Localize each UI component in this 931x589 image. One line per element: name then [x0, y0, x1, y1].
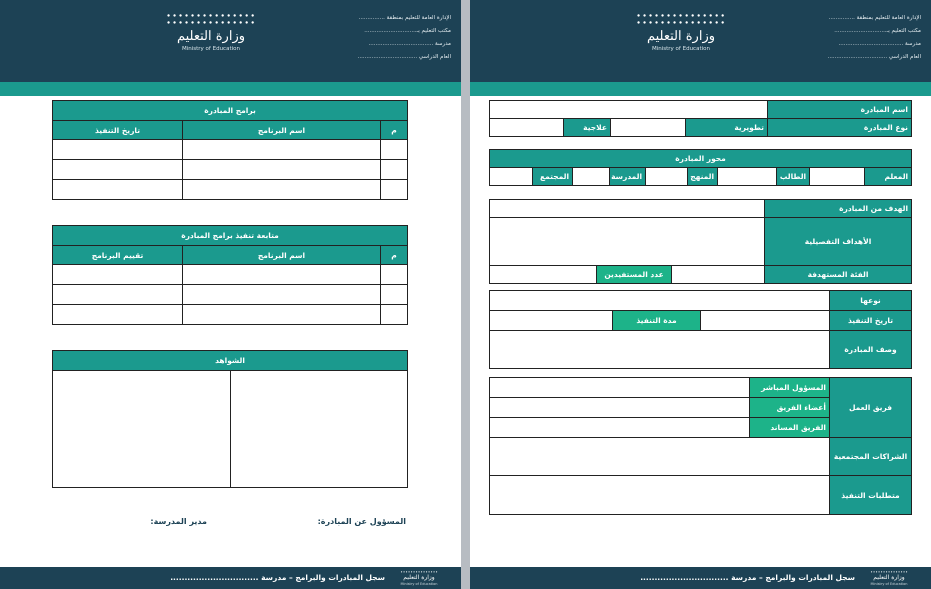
- header-fields: [781, 12, 921, 64]
- table-row: [53, 305, 408, 325]
- logo-dots-icon: ∙∙∙∙∙∙∙∙∙∙∙∙∙∙∙: [636, 18, 727, 27]
- followup-title: متابعة تنفيذ برامج المبادرة: [53, 226, 408, 246]
- header: [470, 0, 931, 82]
- exec-duration-field[interactable]: [490, 311, 613, 331]
- initiative-responsible-label: المسؤول عن المبادرة:: [317, 517, 406, 526]
- kind-field[interactable]: [490, 291, 830, 311]
- partnerships-field[interactable]: [490, 438, 830, 476]
- type-remedial-box[interactable]: [490, 119, 564, 137]
- footer-logo-dots-icon: ∙∙∙∙∙∙∙∙∙∙∙∙∙∙∙: [400, 569, 438, 574]
- footer-logo-arabic: وزارة التعليم: [873, 574, 905, 581]
- requirements-field[interactable]: [490, 476, 830, 515]
- col-program-name: اسم البرنامج: [183, 121, 381, 140]
- direct-responsible-label: المسؤول المباشر: [750, 378, 830, 398]
- type-developmental[interactable]: تطويرية: [686, 119, 768, 137]
- axis-school-box[interactable]: [573, 168, 610, 186]
- programs-table: [52, 100, 408, 200]
- school-line: مدرسة .....................................: [368, 41, 451, 47]
- logo-dots-icon: ∙∙∙∙∙∙∙∙∙∙∙∙∙∙∙: [636, 11, 727, 20]
- team-table: [489, 377, 912, 515]
- footer-logo-dots-icon: ∙∙∙∙∙∙∙∙∙∙∙∙∙∙∙: [870, 569, 908, 574]
- footer-text: سجل المبادرات والبرامج – مدرسة ...............................: [640, 573, 855, 582]
- logo-dots-icon: ∙∙∙∙∙∙∙∙∙∙∙∙∙∙∙: [166, 18, 257, 27]
- beneficiaries-field[interactable]: [490, 266, 597, 284]
- evidence-box-right[interactable]: [231, 371, 408, 488]
- footer-text: سجل المبادرات والبرامج – مدرسة ...............................: [170, 573, 385, 582]
- type-remedial[interactable]: علاجية: [564, 119, 611, 137]
- footer-logo-english: Ministry of Education: [870, 582, 908, 586]
- detailed-goals-label: الأهداف التفصيلية: [765, 218, 912, 266]
- partnerships-label: الشراكات المجتمعية: [830, 438, 912, 476]
- col-program-evaluation: تقييم البرنامج: [53, 246, 183, 265]
- axis-community-box[interactable]: [490, 168, 533, 186]
- beneficiaries-label: عدد المستفيدين: [597, 266, 672, 284]
- followup-table: [52, 225, 408, 325]
- axis-teacher-box[interactable]: [810, 168, 865, 186]
- requirements-label: متطلبات التنفيذ: [830, 476, 912, 515]
- col-number: م: [381, 246, 408, 265]
- initiative-name-label: اسم المبادرة: [768, 101, 912, 119]
- goal-label: الهدف من المبادرة: [765, 200, 912, 218]
- col-number: م: [381, 121, 408, 140]
- school-principal-label: مدير المدرسة:: [150, 517, 207, 526]
- support-team-field[interactable]: [490, 418, 750, 438]
- exec-date-field[interactable]: [701, 311, 830, 331]
- programs-title: برامج المبادرة: [53, 101, 408, 121]
- school-line: مدرسة .....................................: [838, 41, 921, 47]
- header-fields: [311, 12, 451, 64]
- initiative-type-label: نوع المبادرة: [768, 119, 912, 137]
- description-label: وصف المبادرة: [830, 331, 912, 369]
- evidence-table: [52, 350, 408, 488]
- col-program-name: اسم البرنامج: [183, 246, 381, 265]
- exec-duration-label: مدة التنفيذ: [613, 311, 701, 331]
- logo-english: Ministry of Education: [181, 46, 240, 52]
- page-left: [0, 0, 461, 589]
- axis-community: المجتمع: [533, 168, 573, 186]
- detailed-goals-field[interactable]: [490, 218, 765, 266]
- axis-student-box[interactable]: [718, 168, 777, 186]
- admin-line: الإدارة العامة للتعليم بمنطقة ...............: [828, 15, 921, 21]
- evidence-title: الشواهد: [53, 351, 408, 371]
- page-right: [470, 0, 931, 589]
- type-developmental-box[interactable]: [611, 119, 686, 137]
- axis-student: الطالب: [777, 168, 810, 186]
- target-group-label: الفئة المستهدفة: [765, 266, 912, 284]
- axis-teacher: المعلم: [865, 168, 912, 186]
- logo-arabic: وزارة التعليم: [646, 29, 716, 44]
- footer-logo-arabic: وزارة التعليم: [403, 574, 435, 581]
- footer-logo: [399, 570, 439, 586]
- team-members-label: أعضاء الفريق: [750, 398, 830, 418]
- exec-date-label: تاريخ التنفيذ: [830, 311, 912, 331]
- footer: [0, 567, 461, 589]
- year-line: العام الدراسي ..................................: [357, 54, 451, 60]
- table-row: [53, 180, 408, 200]
- footer-logo: [869, 570, 909, 586]
- col-exec-date: تاريخ التنفيذ: [53, 121, 183, 140]
- goals-table: [489, 199, 912, 284]
- initiative-name-field[interactable]: [490, 101, 768, 119]
- admin-line: الإدارة العامة للتعليم بمنطقة ...............: [358, 15, 451, 21]
- ministry-logo: [636, 12, 726, 53]
- support-team-label: الفريق المساند: [750, 418, 830, 438]
- axis-curriculum-box[interactable]: [646, 168, 688, 186]
- evidence-box-left[interactable]: [53, 371, 231, 488]
- target-group-field[interactable]: [672, 266, 765, 284]
- goal-field[interactable]: [490, 200, 765, 218]
- logo-arabic: وزارة التعليم: [176, 29, 246, 44]
- direct-responsible-field[interactable]: [490, 378, 750, 398]
- footer: [470, 567, 931, 589]
- logo-english: Ministry of Education: [651, 46, 710, 52]
- axis-table: [489, 149, 912, 186]
- footer-logo-english: Ministry of Education: [400, 582, 438, 586]
- details-table: [489, 290, 912, 369]
- logo-dots-icon: ∙∙∙∙∙∙∙∙∙∙∙∙∙∙∙: [166, 11, 257, 20]
- axis-school: المدرسة: [610, 168, 646, 186]
- axis-curriculum: المنهج: [688, 168, 718, 186]
- table-row: [53, 140, 408, 160]
- page-gutter: [461, 0, 470, 589]
- office-line: مكتب التعليم بـ..............................: [834, 28, 921, 34]
- team-members-field[interactable]: [490, 398, 750, 418]
- ministry-logo: [166, 12, 256, 53]
- header: [0, 0, 461, 82]
- header-band: [470, 82, 931, 96]
- team-label: فريق العمل: [830, 378, 912, 438]
- year-line: العام الدراسي ..................................: [827, 54, 921, 60]
- description-field[interactable]: [490, 331, 830, 369]
- kind-label: نوعها: [830, 291, 912, 311]
- office-line: مكتب التعليم بـ..............................: [364, 28, 451, 34]
- table-row: [53, 265, 408, 285]
- axis-title: محور المبادرة: [490, 150, 912, 168]
- table-row: [53, 160, 408, 180]
- header-band: [0, 82, 461, 96]
- table-row: [53, 285, 408, 305]
- initiative-info-table: [489, 100, 912, 137]
